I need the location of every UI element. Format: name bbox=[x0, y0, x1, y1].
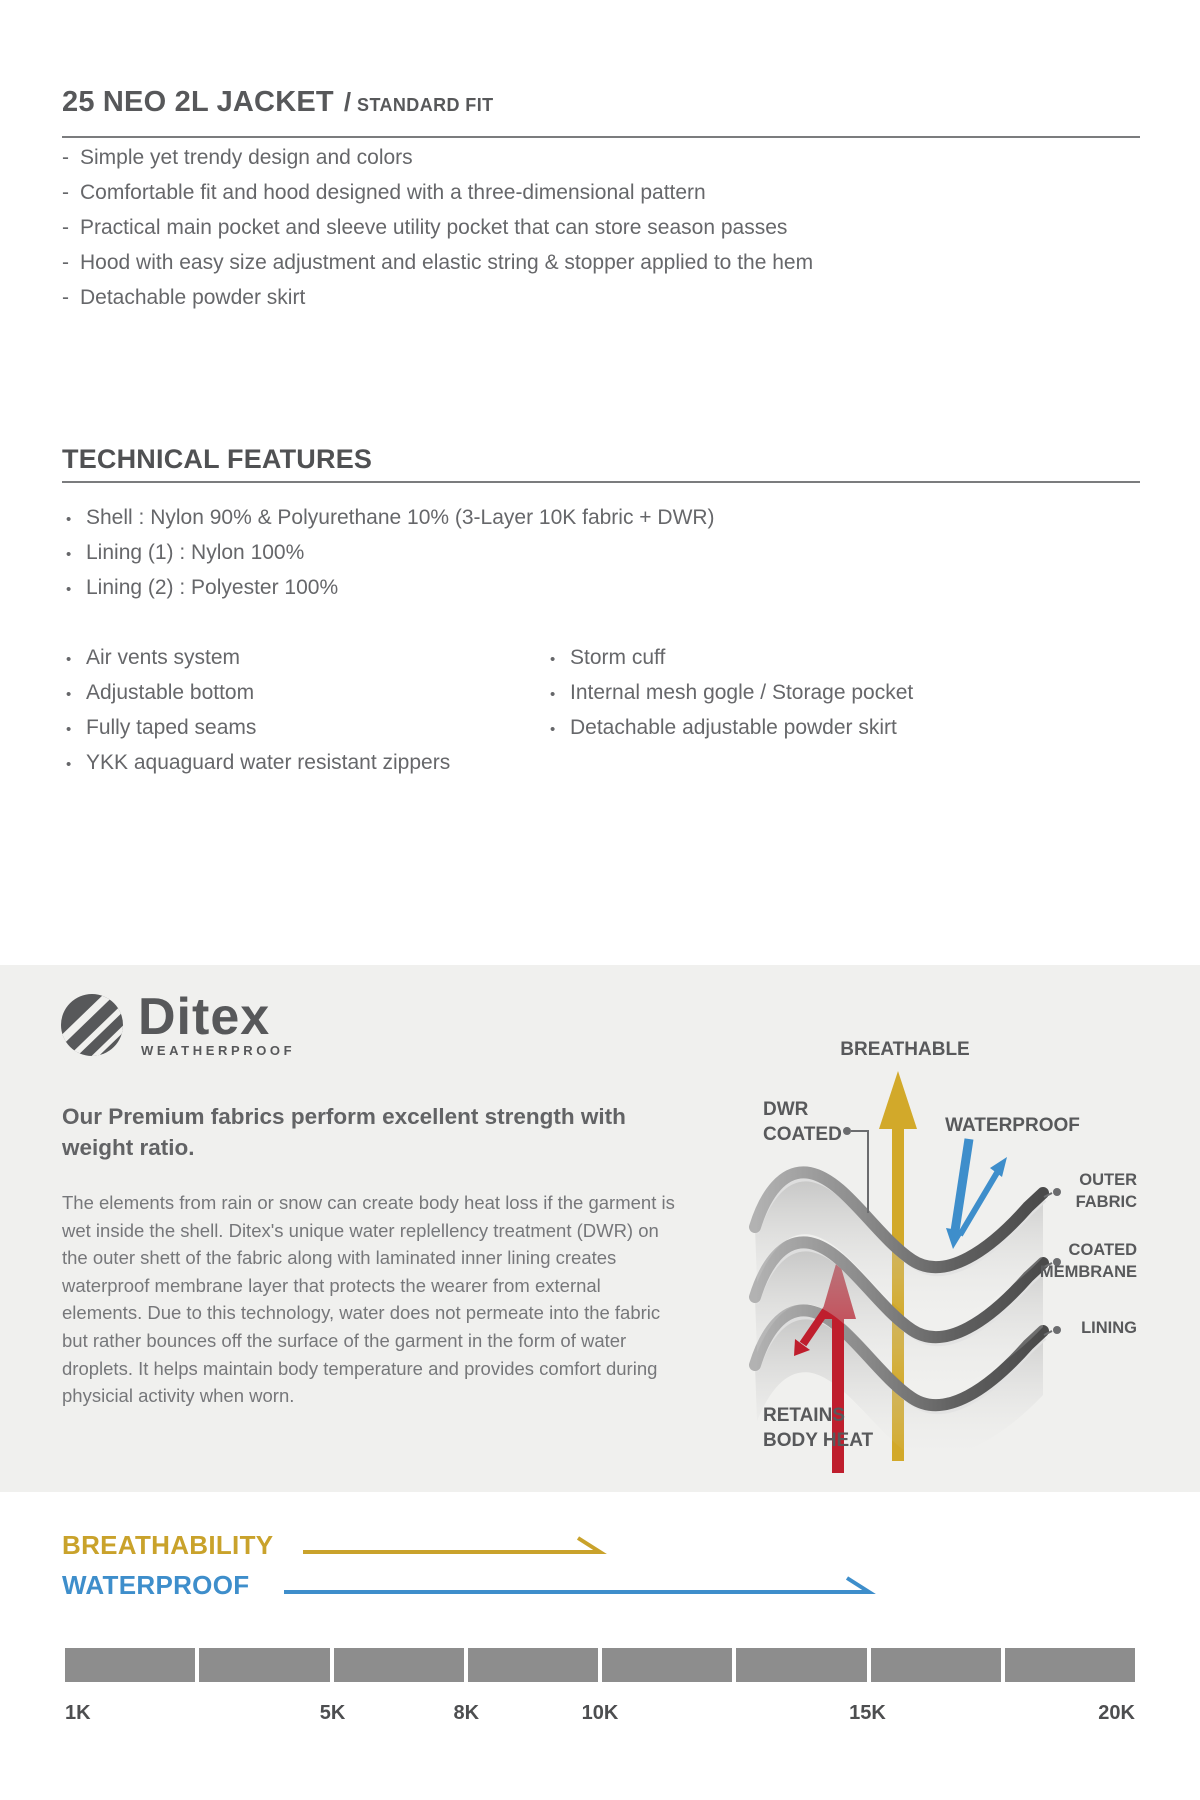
retains-body-heat-label: RETAINS BODY HEAT bbox=[763, 1405, 874, 1451]
list-item bbox=[66, 646, 450, 681]
dash-marker: - bbox=[62, 216, 69, 239]
list-item bbox=[66, 716, 450, 751]
list-item bbox=[66, 541, 715, 576]
feature-text: YKK aquaguard water resistant zippers bbox=[86, 751, 451, 774]
bullet-marker: • bbox=[66, 511, 72, 528]
list-item bbox=[62, 251, 813, 286]
ditex-logo-icon bbox=[60, 993, 124, 1057]
bullet-marker: • bbox=[66, 546, 72, 563]
bullet-marker: • bbox=[66, 756, 72, 773]
feature-text: Storm cuff bbox=[570, 646, 666, 669]
features-column-right bbox=[550, 646, 913, 751]
list-item bbox=[66, 751, 450, 786]
scale-segment bbox=[1005, 1648, 1135, 1682]
ditex-panel bbox=[0, 965, 1200, 1492]
scale-segment bbox=[334, 1648, 464, 1682]
bullet-marker: • bbox=[66, 581, 72, 598]
feature-text: Internal mesh gogle / Storage pocket bbox=[570, 681, 914, 704]
page-title-row bbox=[62, 86, 494, 119]
list-item bbox=[550, 716, 913, 751]
bullet-marker: • bbox=[66, 686, 72, 703]
scale-tick-label: 20K bbox=[1098, 1702, 1135, 1724]
brand-tagline: WEATHERPROOF bbox=[141, 1043, 296, 1058]
feature-text: Fully taped seams bbox=[86, 716, 257, 739]
dwr-coated-label: DWR COATED bbox=[763, 1099, 842, 1145]
lining-label: LINING bbox=[1081, 1319, 1137, 1337]
intro-item-text: Comfortable fit and hood designed with a three-dimensional pattern bbox=[80, 181, 706, 204]
intro-item-text: Simple yet trendy design and colors bbox=[80, 146, 413, 169]
list-item bbox=[550, 646, 913, 681]
scale-tick-label: 10K bbox=[581, 1702, 619, 1724]
brand-name: Ditex bbox=[138, 988, 271, 1046]
materials-list bbox=[66, 506, 715, 611]
dash-marker: - bbox=[62, 286, 69, 309]
material-text: Lining (1) : Nylon 100% bbox=[86, 541, 305, 564]
title-divider-rule bbox=[62, 136, 1140, 138]
bullet-marker: • bbox=[550, 651, 556, 668]
feature-text: Adjustable bottom bbox=[86, 681, 255, 704]
bullet-marker: • bbox=[66, 721, 72, 738]
list-item bbox=[550, 681, 913, 716]
list-item bbox=[66, 576, 715, 611]
ditex-logo bbox=[60, 988, 296, 1058]
waterproof-label: WATERPROOF bbox=[945, 1115, 1080, 1136]
list-item bbox=[66, 506, 715, 541]
dash-marker: - bbox=[62, 251, 69, 274]
scale-tick-label: 1K bbox=[65, 1702, 91, 1724]
dash-marker: - bbox=[62, 181, 69, 204]
feature-text: Air vents system bbox=[86, 646, 241, 669]
bullet-marker: • bbox=[550, 721, 556, 738]
bullet-marker: • bbox=[550, 686, 556, 703]
scale-segment bbox=[65, 1648, 195, 1682]
intro-item-text: Detachable powder skirt bbox=[80, 286, 306, 309]
product-title: 25 NEO 2L JACKET bbox=[62, 86, 334, 118]
rating-scale-labels bbox=[65, 1702, 1135, 1728]
intro-item-text: Practical main pocket and sleeve utility pocket that can store season passes bbox=[80, 216, 788, 239]
fabric-diagram bbox=[640, 1035, 1200, 1475]
ditex-logo-text bbox=[138, 988, 296, 1058]
fabric-headline: Our Premium fabrics perform excellent strength with weight ratio. bbox=[62, 1104, 626, 1160]
intro-item-text: Hood with easy size adjustment and elastic string & stopper applied to the hem bbox=[80, 251, 814, 274]
features-column-left bbox=[66, 646, 450, 786]
section-divider-rule bbox=[62, 481, 1140, 483]
scale-segment bbox=[736, 1648, 866, 1682]
scale-segment bbox=[602, 1648, 732, 1682]
list-item bbox=[62, 216, 813, 251]
technical-features-heading: TECHNICAL FEATURES bbox=[62, 444, 373, 474]
scale-tick-label: 15K bbox=[849, 1702, 886, 1724]
scale-segment bbox=[871, 1648, 1001, 1682]
material-text: Shell : Nylon 90% & Polyurethane 10% (3-Layer 10K fabric + DWR) bbox=[86, 506, 715, 529]
rating-scale-bar bbox=[65, 1648, 1135, 1682]
rating-lines-graphic bbox=[0, 1500, 1200, 1620]
coated-membrane-label: COATED MEMBRANE bbox=[1039, 1241, 1137, 1281]
material-text: Lining (2) : Polyester 100% bbox=[86, 576, 339, 599]
list-item bbox=[62, 286, 813, 321]
scale-segment bbox=[468, 1648, 598, 1682]
list-item bbox=[62, 181, 813, 216]
fabric-description: The elements from rain or snow can create body heat loss if the garment is wet inside the shell. Ditex's unique water replellency treatment (DWR) on the outer shett of the fabric along with laminated inner lining creates waterproof membrane layer that protects the wearer from external elements. Due to this technology, water does not permeate into the fabric but rather bounces off the surface of the garment in the form of water droplets. It helps maintain body temperature and provides comfort during physicial activity when worn. bbox=[62, 1192, 675, 1407]
waterproof-rating-label: WATERPROOF bbox=[62, 1570, 250, 1600]
outer-fabric-label: OUTER FABRIC bbox=[1075, 1171, 1137, 1211]
list-item bbox=[66, 681, 450, 716]
scale-tick-label: 5K bbox=[319, 1702, 346, 1724]
breathability-label: BREATHABILITY bbox=[62, 1530, 274, 1560]
dash-marker: - bbox=[62, 146, 69, 169]
breathable-label: BREATHABLE bbox=[840, 1039, 970, 1060]
bullet-marker: • bbox=[66, 651, 72, 668]
scale-tick-label: 8K bbox=[453, 1702, 480, 1724]
feature-text: Detachable adjustable powder skirt bbox=[570, 716, 897, 739]
intro-feature-list bbox=[62, 146, 813, 321]
title-divider: / bbox=[343, 87, 352, 117]
fit-label: STANDARD FIT bbox=[357, 95, 494, 115]
list-item bbox=[62, 146, 813, 181]
scale-segment bbox=[199, 1648, 329, 1682]
